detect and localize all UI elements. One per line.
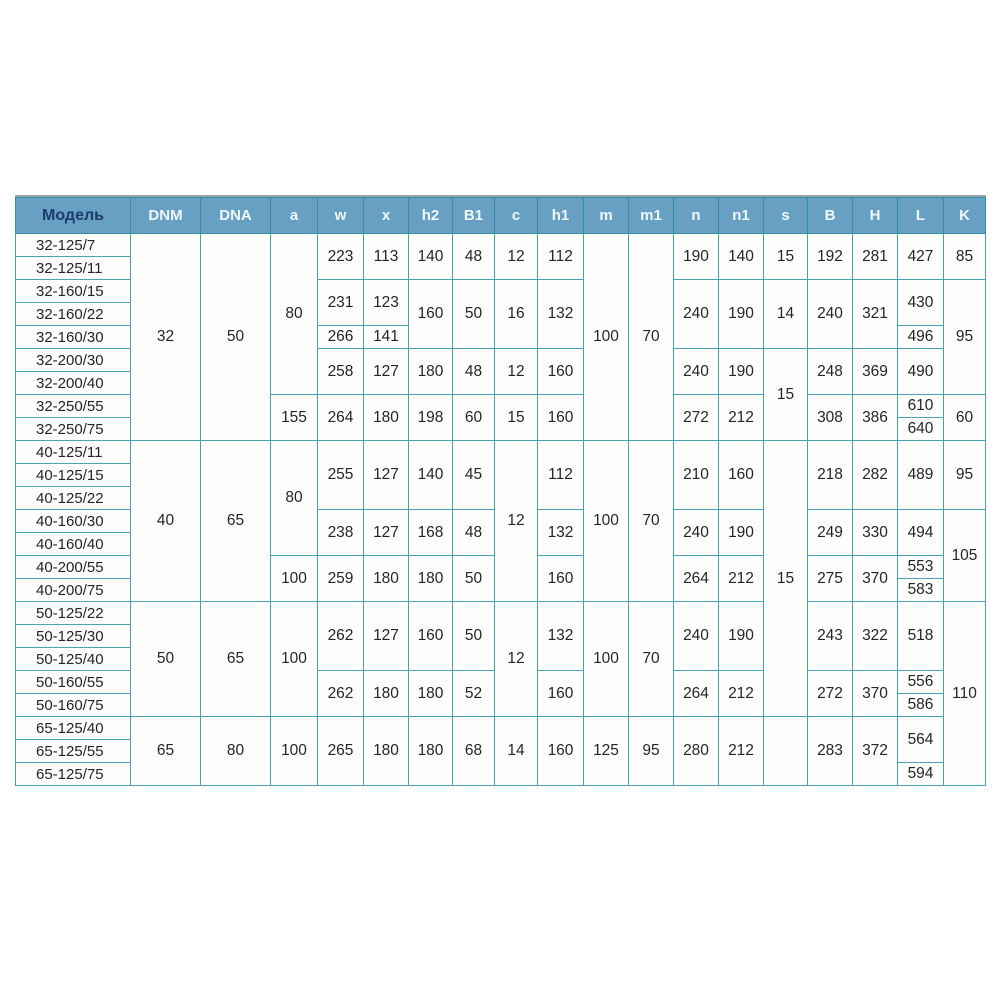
value-cell: 160 bbox=[538, 671, 584, 717]
value-cell: 190 bbox=[719, 349, 764, 395]
value-cell: 15 bbox=[764, 441, 808, 717]
col-header-m1: m1 bbox=[629, 198, 674, 234]
table-row bbox=[16, 441, 986, 464]
value-cell: 32 bbox=[131, 234, 201, 441]
value-cell: 330 bbox=[853, 510, 898, 556]
value-cell: 243 bbox=[808, 602, 853, 671]
value-cell: 113 bbox=[364, 234, 409, 280]
col-header-w: w bbox=[318, 198, 364, 234]
value-cell: 160 bbox=[538, 556, 584, 602]
value-cell: 272 bbox=[808, 671, 853, 717]
value-cell: 48 bbox=[453, 234, 495, 280]
value-cell: 100 bbox=[584, 234, 629, 441]
value-cell: 212 bbox=[719, 556, 764, 602]
col-header-c: c bbox=[495, 198, 538, 234]
value-cell: 48 bbox=[453, 349, 495, 395]
model-cell: 50-125/40 bbox=[16, 648, 131, 671]
value-cell: 594 bbox=[898, 763, 944, 786]
value-cell: 14 bbox=[495, 717, 538, 786]
model-cell: 40-125/15 bbox=[16, 464, 131, 487]
col-header-n1: n1 bbox=[719, 198, 764, 234]
value-cell: 640 bbox=[898, 418, 944, 441]
value-cell: 65 bbox=[131, 717, 201, 786]
value-cell: 238 bbox=[318, 510, 364, 556]
value-cell: 80 bbox=[201, 717, 271, 786]
col-header-n: n bbox=[674, 198, 719, 234]
value-cell: 160 bbox=[538, 395, 584, 441]
value-cell: 60 bbox=[944, 395, 986, 441]
value-cell: 48 bbox=[453, 510, 495, 556]
value-cell: 16 bbox=[495, 280, 538, 349]
model-cell: 40-200/55 bbox=[16, 556, 131, 579]
model-cell: 32-250/75 bbox=[16, 418, 131, 441]
value-cell: 180 bbox=[364, 395, 409, 441]
value-cell: 123 bbox=[364, 280, 409, 326]
value-cell: 240 bbox=[808, 280, 853, 349]
value-cell: 223 bbox=[318, 234, 364, 280]
value-cell: 372 bbox=[853, 717, 898, 786]
value-cell: 275 bbox=[808, 556, 853, 602]
value-cell: 553 bbox=[898, 556, 944, 579]
value-cell: 80 bbox=[271, 441, 318, 556]
value-cell: 564 bbox=[898, 717, 944, 763]
value-cell: 262 bbox=[318, 671, 364, 717]
value-cell: 85 bbox=[944, 234, 986, 280]
value-cell: 127 bbox=[364, 441, 409, 510]
col-header-x: x bbox=[364, 198, 409, 234]
value-cell: 180 bbox=[409, 349, 453, 395]
value-cell: 190 bbox=[674, 234, 719, 280]
value-cell: 12 bbox=[495, 349, 538, 395]
value-cell: 52 bbox=[453, 671, 495, 717]
value-cell: 180 bbox=[409, 556, 453, 602]
value-cell: 240 bbox=[674, 602, 719, 671]
value-cell: 160 bbox=[538, 349, 584, 395]
value-cell: 95 bbox=[944, 280, 986, 395]
value-cell: 132 bbox=[538, 280, 584, 349]
value-cell: 240 bbox=[674, 349, 719, 395]
col-header-h2: h2 bbox=[409, 198, 453, 234]
value-cell: 15 bbox=[764, 349, 808, 441]
value-cell: 70 bbox=[629, 441, 674, 602]
model-cell: 40-125/11 bbox=[16, 441, 131, 464]
value-cell: 427 bbox=[898, 234, 944, 280]
value-cell: 141 bbox=[364, 326, 409, 349]
value-cell: 140 bbox=[409, 441, 453, 510]
value-cell: 266 bbox=[318, 326, 364, 349]
model-cell: 65-125/40 bbox=[16, 717, 131, 740]
value-cell: 180 bbox=[364, 556, 409, 602]
value-cell: 155 bbox=[271, 395, 318, 441]
value-cell: 12 bbox=[495, 441, 538, 602]
value-cell: 45 bbox=[453, 441, 495, 510]
col-header-l: L bbox=[898, 198, 944, 234]
value-cell: 490 bbox=[898, 349, 944, 395]
value-cell: 190 bbox=[719, 510, 764, 556]
value-cell: 50 bbox=[453, 602, 495, 671]
value-cell: 100 bbox=[271, 717, 318, 786]
value-cell: 160 bbox=[409, 280, 453, 349]
value-cell: 586 bbox=[898, 694, 944, 717]
value-cell: 50 bbox=[131, 602, 201, 717]
value-cell: 100 bbox=[584, 602, 629, 717]
value-cell: 583 bbox=[898, 579, 944, 602]
value-cell: 95 bbox=[944, 441, 986, 510]
col-header-s: s bbox=[764, 198, 808, 234]
value-cell: 610 bbox=[898, 395, 944, 418]
value-cell: 272 bbox=[674, 395, 719, 441]
model-cell: 32-250/55 bbox=[16, 395, 131, 418]
value-cell: 322 bbox=[853, 602, 898, 671]
value-cell: 280 bbox=[674, 717, 719, 786]
value-cell: 489 bbox=[898, 441, 944, 510]
model-cell: 40-160/30 bbox=[16, 510, 131, 533]
value-cell: 281 bbox=[853, 234, 898, 280]
value-cell: 258 bbox=[318, 349, 364, 395]
value-cell: 212 bbox=[719, 395, 764, 441]
col-header-k: K bbox=[944, 198, 986, 234]
value-cell: 100 bbox=[271, 602, 318, 717]
value-cell: 259 bbox=[318, 556, 364, 602]
value-cell: 132 bbox=[538, 510, 584, 556]
value-cell: 65 bbox=[201, 441, 271, 602]
col-header-model: Модель bbox=[16, 198, 131, 234]
value-cell: 369 bbox=[853, 349, 898, 395]
model-cell: 65-125/75 bbox=[16, 763, 131, 786]
value-cell: 160 bbox=[538, 717, 584, 786]
value-cell: 12 bbox=[495, 602, 538, 717]
value-cell: 192 bbox=[808, 234, 853, 280]
model-cell: 65-125/55 bbox=[16, 740, 131, 763]
value-cell: 321 bbox=[853, 280, 898, 349]
value-cell: 198 bbox=[409, 395, 453, 441]
col-header-m: m bbox=[584, 198, 629, 234]
value-cell: 180 bbox=[364, 717, 409, 786]
pump-dimensions-table bbox=[15, 197, 986, 786]
value-cell: 496 bbox=[898, 326, 944, 349]
model-cell: 32-125/7 bbox=[16, 234, 131, 257]
value-cell: 231 bbox=[318, 280, 364, 326]
value-cell: 100 bbox=[584, 441, 629, 602]
value-cell: 15 bbox=[495, 395, 538, 441]
value-cell: 160 bbox=[409, 602, 453, 671]
value-cell: 180 bbox=[409, 717, 453, 786]
value-cell: 218 bbox=[808, 441, 853, 510]
value-cell: 518 bbox=[898, 602, 944, 671]
model-cell: 50-160/55 bbox=[16, 671, 131, 694]
value-cell: 249 bbox=[808, 510, 853, 556]
model-cell: 32-125/11 bbox=[16, 257, 131, 280]
value-cell: 264 bbox=[674, 556, 719, 602]
value-cell: 265 bbox=[318, 717, 364, 786]
value-cell: 190 bbox=[719, 280, 764, 349]
table-row bbox=[16, 717, 986, 740]
value-cell: 308 bbox=[808, 395, 853, 441]
value-cell: 248 bbox=[808, 349, 853, 395]
model-cell: 40-200/75 bbox=[16, 579, 131, 602]
value-cell: 283 bbox=[808, 717, 853, 786]
header-row bbox=[16, 198, 986, 234]
model-cell: 32-200/30 bbox=[16, 349, 131, 372]
value-cell: 282 bbox=[853, 441, 898, 510]
col-header-h: H bbox=[853, 198, 898, 234]
value-cell: 68 bbox=[453, 717, 495, 786]
value-cell: 386 bbox=[853, 395, 898, 441]
value-cell: 140 bbox=[719, 234, 764, 280]
value-cell: 370 bbox=[853, 556, 898, 602]
value-cell: 556 bbox=[898, 671, 944, 694]
model-cell: 32-160/22 bbox=[16, 303, 131, 326]
value-cell: 264 bbox=[674, 671, 719, 717]
model-cell: 32-160/15 bbox=[16, 280, 131, 303]
value-cell: 160 bbox=[719, 441, 764, 510]
value-cell: 95 bbox=[629, 717, 674, 786]
value-cell: 127 bbox=[364, 349, 409, 395]
value-cell: 168 bbox=[409, 510, 453, 556]
value-cell: 127 bbox=[364, 602, 409, 671]
model-cell: 40-125/22 bbox=[16, 487, 131, 510]
value-cell: 112 bbox=[538, 234, 584, 280]
value-cell: 50 bbox=[453, 280, 495, 349]
value-cell: 80 bbox=[271, 234, 318, 395]
value-cell: 100 bbox=[271, 556, 318, 602]
col-header-a: a bbox=[271, 198, 318, 234]
value-cell: 255 bbox=[318, 441, 364, 510]
value-cell: 50 bbox=[201, 234, 271, 441]
value-cell: 180 bbox=[364, 671, 409, 717]
col-header-b1: B1 bbox=[453, 198, 495, 234]
value-cell: 240 bbox=[674, 510, 719, 556]
model-cell: 50-125/30 bbox=[16, 625, 131, 648]
value-cell: 190 bbox=[719, 602, 764, 671]
value-cell: 127 bbox=[364, 510, 409, 556]
table-row bbox=[16, 602, 986, 625]
table-row bbox=[16, 234, 986, 257]
value-cell: 112 bbox=[538, 441, 584, 510]
value-cell: 212 bbox=[719, 671, 764, 717]
table-body bbox=[16, 234, 986, 786]
value-cell: 262 bbox=[318, 602, 364, 671]
model-cell: 40-160/40 bbox=[16, 533, 131, 556]
col-header-dnm: DNM bbox=[131, 198, 201, 234]
value-cell: 140 bbox=[409, 234, 453, 280]
model-cell: 32-200/40 bbox=[16, 372, 131, 395]
value-cell: 60 bbox=[453, 395, 495, 441]
value-cell: 50 bbox=[453, 556, 495, 602]
value-cell: 430 bbox=[898, 280, 944, 326]
value-cell: 12 bbox=[495, 234, 538, 280]
value-cell: 132 bbox=[538, 602, 584, 671]
value-cell: 14 bbox=[764, 280, 808, 349]
value-cell: 65 bbox=[201, 602, 271, 717]
value-cell: 70 bbox=[629, 602, 674, 717]
value-cell: 15 bbox=[764, 234, 808, 280]
value-cell: 110 bbox=[944, 602, 986, 786]
value-cell: 105 bbox=[944, 510, 986, 602]
value-cell: 125 bbox=[584, 717, 629, 786]
col-header-b: B bbox=[808, 198, 853, 234]
value-cell: 494 bbox=[898, 510, 944, 556]
value-cell: 180 bbox=[409, 671, 453, 717]
value-cell: 240 bbox=[674, 280, 719, 349]
model-cell: 50-125/22 bbox=[16, 602, 131, 625]
value-cell: 212 bbox=[719, 717, 764, 786]
value-cell: 370 bbox=[853, 671, 898, 717]
value-cell: 40 bbox=[131, 441, 201, 602]
col-header-h1: h1 bbox=[538, 198, 584, 234]
value-cell: 70 bbox=[629, 234, 674, 441]
value-cell: 264 bbox=[318, 395, 364, 441]
model-cell: 50-160/75 bbox=[16, 694, 131, 717]
col-header-dna: DNA bbox=[201, 198, 271, 234]
value-cell bbox=[764, 717, 808, 786]
model-cell: 32-160/30 bbox=[16, 326, 131, 349]
value-cell: 210 bbox=[674, 441, 719, 510]
